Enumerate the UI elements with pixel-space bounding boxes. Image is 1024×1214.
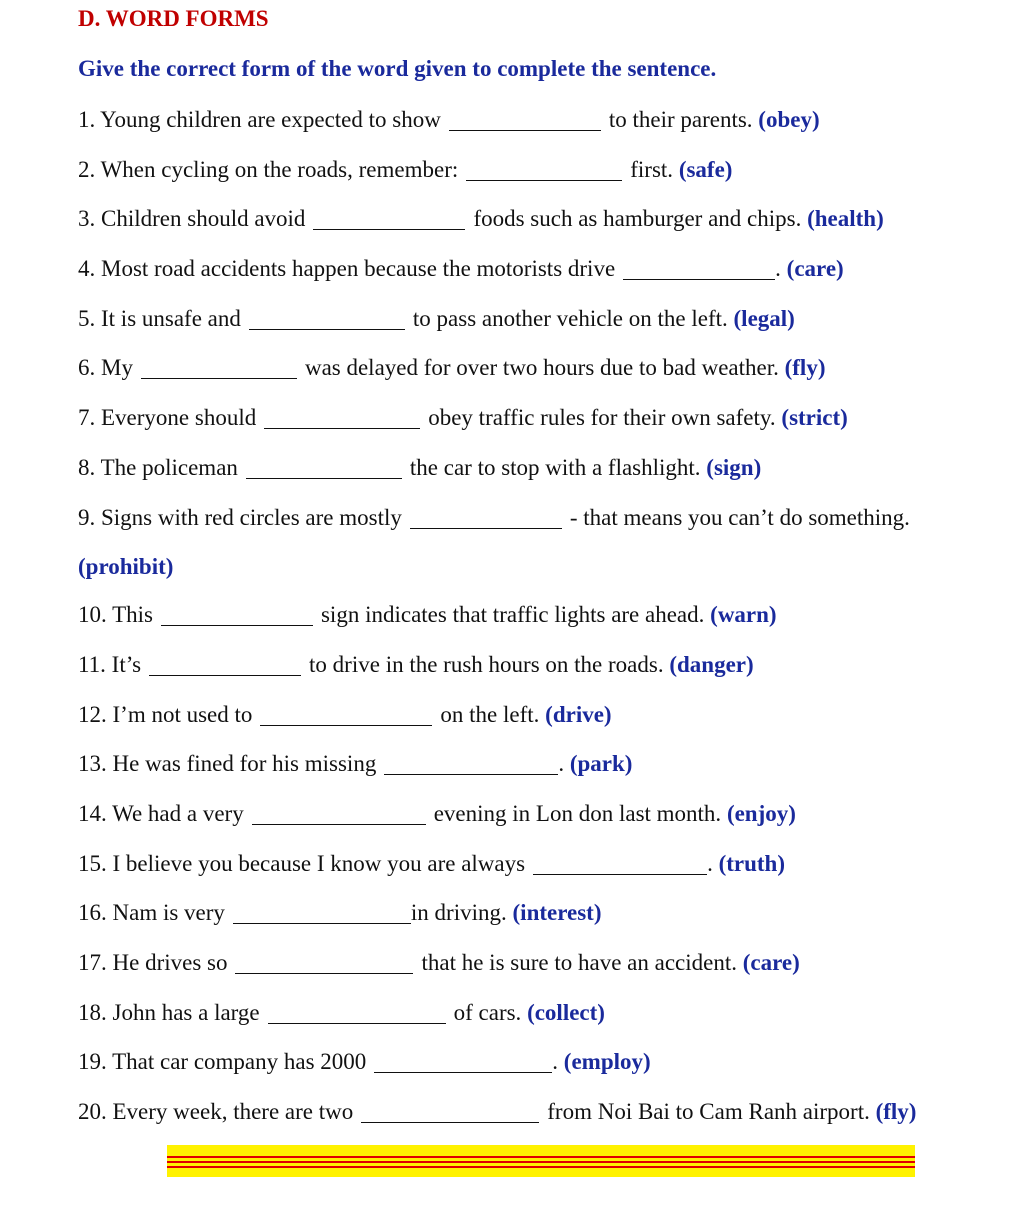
item-number: 15. [78, 851, 107, 876]
item-text-after: . [552, 1049, 559, 1074]
item-number: 11. [78, 652, 106, 677]
answer-blank[interactable] [374, 1050, 552, 1073]
word-hint: (truth) [718, 851, 785, 876]
item-text-after: to their parents. [608, 107, 753, 132]
item-text-before: It is unsafe and [101, 306, 241, 331]
item-text-before: John has a large [112, 1000, 260, 1025]
word-hint: (safe) [678, 157, 733, 182]
word-hint: (legal) [733, 306, 795, 331]
item-number: 14. [78, 801, 107, 826]
item-number: 9. [78, 505, 96, 530]
answer-blank[interactable] [268, 1001, 446, 1024]
item-text-after: to pass another vehicle on the left. [412, 306, 728, 331]
item-text-after: foods such as hamburger and chips. [473, 206, 802, 231]
item-text-after: - that means you can’t do something. [569, 505, 910, 530]
word-hint: (sign) [706, 455, 762, 480]
item-text-before: This [112, 602, 153, 627]
exercise-item-17 [78, 949, 800, 977]
word-hint: (park) [569, 751, 633, 776]
item-number: 20. [78, 1099, 107, 1124]
exercise-item-20 [78, 1098, 916, 1126]
item-number: 1. [78, 107, 96, 132]
word-hint: (care) [786, 256, 844, 281]
item-text-after: to drive in the rush hours on the roads. [309, 652, 664, 677]
word-hint: (strict) [781, 405, 848, 430]
exercise-item-13 [78, 750, 632, 778]
exercise-item-19 [78, 1048, 651, 1076]
item-text-before: I believe you because I know you are always [112, 851, 526, 876]
exercise-item-14 [78, 800, 796, 828]
item-text-before: That car company has 2000 [112, 1049, 367, 1074]
word-hint: (collect) [527, 1000, 605, 1025]
item-text-before: I’m not used to [112, 702, 253, 727]
exercise-item-4 [78, 255, 844, 283]
item-number: 16. [78, 900, 107, 925]
answer-blank[interactable] [260, 703, 432, 726]
item-number: 7. [78, 405, 96, 430]
word-hint: (health) [807, 206, 884, 231]
exercise-item-9 [78, 504, 910, 532]
exercise-item-8 [78, 454, 761, 482]
item-text-before: Young children are expected to show [100, 107, 441, 132]
item-number: 4. [78, 256, 96, 281]
answer-blank[interactable] [161, 603, 313, 626]
item-text-before: It’s [111, 652, 142, 677]
word-hint: (employ) [563, 1049, 651, 1074]
item-number: 8. [78, 455, 96, 480]
item-text-before: My [101, 355, 133, 380]
word-hint: (prohibit) [78, 554, 174, 579]
instruction: Give the correct form of the word given to complete the sentence. [78, 56, 717, 81]
item-text-before: Signs with red circles are mostly [101, 505, 402, 530]
item-number: 5. [78, 306, 96, 331]
answer-blank[interactable] [233, 901, 411, 924]
exercise-item-12 [78, 701, 612, 729]
item-text-after: that he is sure to have an accident. [421, 950, 737, 975]
item-text-before: He was fined for his missing [112, 751, 377, 776]
word-hint: (obey) [758, 107, 820, 132]
item-text-after: the car to stop with a flashlight. [409, 455, 701, 480]
item-text-before: We had a very [112, 801, 244, 826]
item-text-before: The policeman [100, 455, 238, 480]
word-hint: (warn) [710, 602, 777, 627]
answer-blank[interactable] [410, 506, 562, 529]
item-text-after: in driving. [410, 900, 507, 925]
answer-blank[interactable] [361, 1100, 539, 1123]
exercise-item-10 [78, 601, 777, 629]
word-hint: (enjoy) [726, 801, 796, 826]
item-number: 19. [78, 1049, 107, 1074]
item-number: 17. [78, 950, 107, 975]
word-hint: (drive) [545, 702, 612, 727]
word-hint: (danger) [669, 652, 754, 677]
word-hint: (interest) [512, 900, 602, 925]
answer-blank[interactable] [141, 356, 297, 379]
exercise-item-15 [78, 850, 785, 878]
answer-blank[interactable] [249, 307, 405, 330]
item-text-before: Nam is very [112, 900, 225, 925]
exercise-item-5 [78, 305, 795, 333]
exercise-item-2 [78, 156, 732, 184]
item-text-after: from Noi Bai to Cam Ranh airport. [547, 1099, 870, 1124]
answer-blank[interactable] [149, 653, 301, 676]
item-text-after: on the left. [440, 702, 540, 727]
item-text-before: Everyone should [101, 405, 257, 430]
item-text-after: . [558, 751, 565, 776]
section-heading: D. WORD FORMS [78, 6, 269, 31]
item-text-before: Most road accidents happen because the motorists drive [101, 256, 616, 281]
word-hint: (care) [742, 950, 800, 975]
item-number: 6. [78, 355, 96, 380]
item-text-before: Children should avoid [101, 206, 306, 231]
answer-blank[interactable] [623, 257, 775, 280]
answer-blank[interactable] [533, 852, 707, 875]
item-text-after: sign indicates that traffic lights are ahead. [320, 602, 705, 627]
item-number: 3. [78, 206, 96, 231]
answer-blank[interactable] [466, 158, 622, 181]
exercise-item-6 [78, 354, 825, 382]
exercise-item-16 [78, 899, 602, 927]
item-text-after: evening in Lon don last month. [433, 801, 722, 826]
answer-blank[interactable] [313, 207, 465, 230]
item-number: 18. [78, 1000, 107, 1025]
exercise-item-18 [78, 999, 605, 1027]
divider-rule [167, 1166, 915, 1168]
exercise-item-3 [78, 205, 884, 233]
item-text-before: He drives so [112, 950, 228, 975]
item-text-after: first. [630, 157, 674, 182]
item-text-after: . [775, 256, 781, 281]
exercise-item-1 [78, 106, 820, 134]
item-text-before: When cycling on the roads, remember: [100, 157, 459, 182]
divider-rule [167, 1161, 915, 1163]
word-hint: (fly) [875, 1099, 917, 1124]
answer-blank[interactable] [246, 456, 402, 479]
item-text-after: of cars. [453, 1000, 522, 1025]
item-number: 10. [78, 602, 107, 627]
divider-rule [167, 1156, 915, 1158]
item-text-after: obey traffic rules for their own safety. [428, 405, 776, 430]
item-number: 13. [78, 751, 107, 776]
section-divider [167, 1145, 915, 1177]
answer-blank[interactable] [384, 752, 558, 775]
answer-blank[interactable] [264, 406, 420, 429]
exercise-item-11 [78, 651, 754, 679]
item-text-after: . [707, 851, 713, 876]
item-number: 12. [78, 702, 107, 727]
word-hint: (fly) [784, 355, 826, 380]
exercise-item-9-hint-line [78, 553, 173, 581]
answer-blank[interactable] [252, 802, 426, 825]
exercise-item-7 [78, 404, 848, 432]
answer-blank[interactable] [235, 951, 413, 974]
item-number: 2. [78, 157, 96, 182]
item-text-before: Every week, there are two [112, 1099, 354, 1124]
item-text-after: was delayed for over two hours due to bad weather. [304, 355, 779, 380]
answer-blank[interactable] [449, 108, 601, 131]
